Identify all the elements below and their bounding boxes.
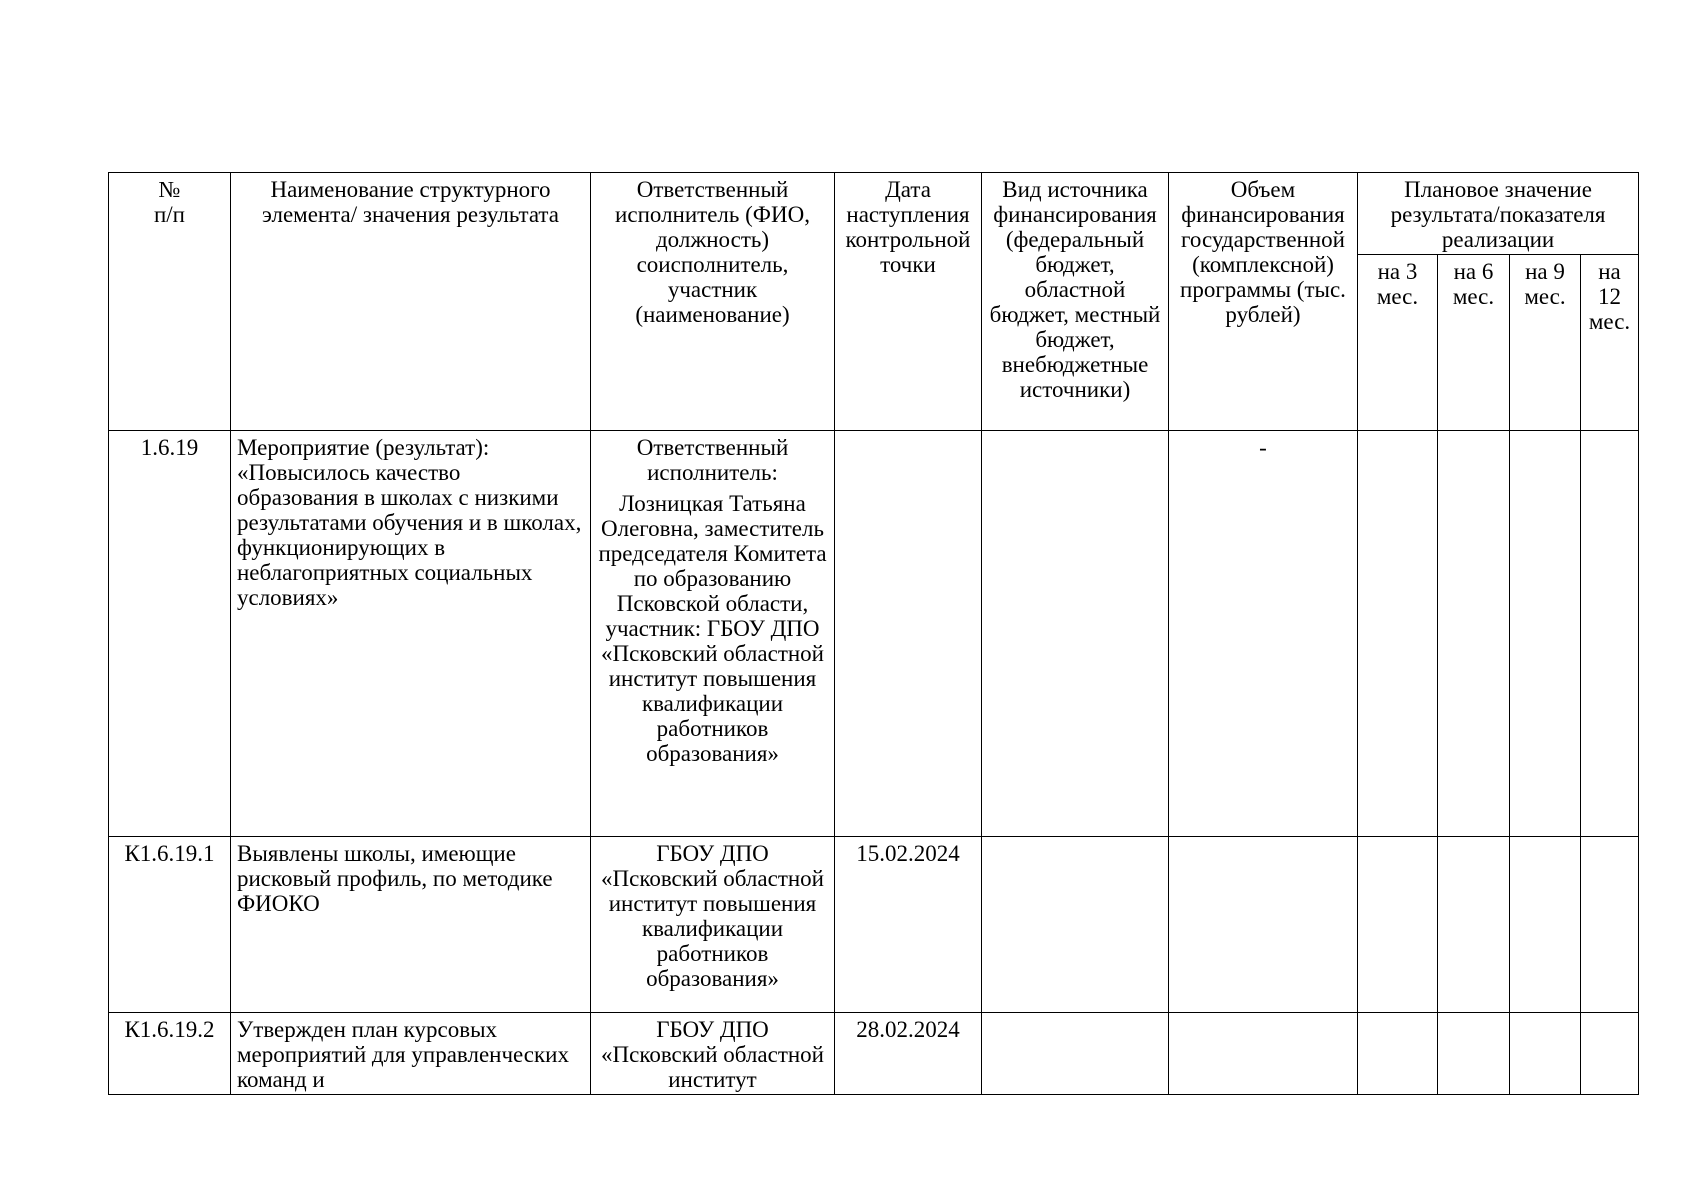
row-funding-source xyxy=(982,837,1169,1013)
header-month-9: на 9 мес. xyxy=(1510,255,1581,431)
row-responsible: ГБОУ ДПО «Псковский областной институт повышения квалификации работников образования» xyxy=(591,837,835,1013)
header-funding-source: Вид источника финансирования (федеральный бюджет, областной бюджет, местный бюджет, внебюджетные источники) xyxy=(982,173,1169,431)
row-name: Мероприятие (результат): «Повысилось качество образования в школах с низкими результатами обучения и в школах, функционирующих в неблагоприятных социальных условиях» xyxy=(231,431,591,837)
row-month-6 xyxy=(1438,1013,1510,1095)
header-month-3: на 3 мес. xyxy=(1358,255,1438,431)
row-date: 15.02.2024 xyxy=(835,837,982,1013)
row-month-9 xyxy=(1510,431,1581,837)
row-number: 1.6.19 xyxy=(109,431,231,837)
row-funding-volume xyxy=(1169,1013,1358,1095)
table-row xyxy=(109,1013,1639,1095)
header-month-12: на 12 мес. xyxy=(1581,255,1639,431)
header-date: Дата наступления контрольной точки xyxy=(835,173,982,431)
responsible-text: Лозницкая Татьяна Олеговна, заместитель председателя Комитета по образованию Псковской области, участник: ГБОУ ДПО «Псковский областной институт повышения квалификации работников образования» xyxy=(598,491,827,766)
row-month-12 xyxy=(1581,431,1639,837)
row-number: К1.6.19.1 xyxy=(109,837,231,1013)
table-row xyxy=(109,431,1639,837)
row-name: Выявлены школы, имеющие рисковый профиль, по методике ФИОКО xyxy=(231,837,591,1013)
table-row xyxy=(109,837,1639,1013)
header-responsible: Ответственный исполнитель (ФИО, должность) соисполнитель, участник (наименование) xyxy=(591,173,835,431)
row-month-6 xyxy=(1438,431,1510,837)
row-month-12 xyxy=(1581,837,1639,1013)
header-row xyxy=(109,173,1639,255)
header-planned-value: Плановое значение результата/показателя реализации xyxy=(1358,173,1639,255)
row-month-3 xyxy=(1358,1013,1438,1095)
row-funding-volume xyxy=(1169,837,1358,1013)
row-month-3 xyxy=(1358,837,1438,1013)
implementation-plan-table xyxy=(108,172,1639,1095)
header-name: Наименование структурного элемента/ значения результата xyxy=(231,173,591,431)
row-number: К1.6.19.2 xyxy=(109,1013,231,1095)
row-month-12 xyxy=(1581,1013,1639,1095)
header-funding-volume: Объем финансирования государственной (комплексной) программы (тыс. рублей) xyxy=(1169,173,1358,431)
row-month-9 xyxy=(1510,837,1581,1013)
header-month-6: на 6 мес. xyxy=(1438,255,1510,431)
header-number: № п/п xyxy=(109,173,231,431)
row-responsible: ГБОУ ДПО «Псковский областной институт xyxy=(591,1013,835,1095)
row-date xyxy=(835,431,982,837)
row-funding-volume: - xyxy=(1169,431,1358,837)
row-month-9 xyxy=(1510,1013,1581,1095)
responsible-label: Ответственный исполнитель: xyxy=(636,435,789,485)
row-responsible xyxy=(591,431,835,837)
row-date: 28.02.2024 xyxy=(835,1013,982,1095)
row-funding-source xyxy=(982,431,1169,837)
row-funding-source xyxy=(982,1013,1169,1095)
row-month-3 xyxy=(1358,431,1438,837)
row-name: Утвержден план курсовых мероприятий для управленческих команд и xyxy=(231,1013,591,1095)
row-month-6 xyxy=(1438,837,1510,1013)
